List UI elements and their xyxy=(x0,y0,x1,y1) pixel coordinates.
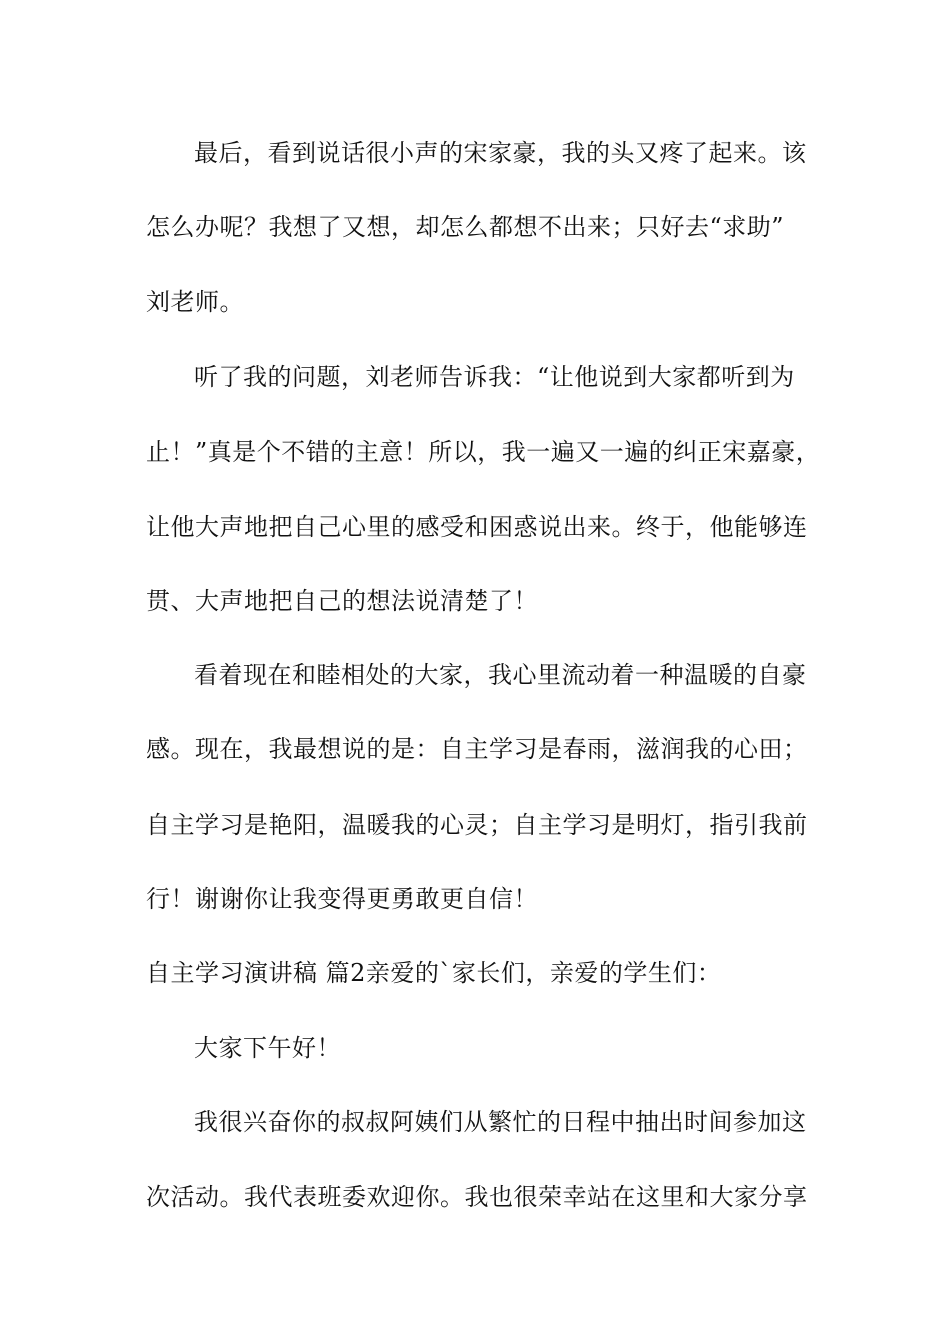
paragraph-line: 感。现在，我最想说的是：自主学习是春雨，滋润我的心田； xyxy=(146,735,808,763)
paragraph-line: 止！”真是个不错的主意！所以，我一遍又一遍的纠正宋嘉豪， xyxy=(146,438,821,466)
paragraph-line: 怎么办呢？我想了又想，却怎么都想不出来；只好去“求助” xyxy=(146,213,785,241)
paragraph-line: 贯、大声地把自己的想法说清楚了！ xyxy=(146,587,538,615)
paragraph-line: 看着现在和睦相处的大家，我心里流动着一种温暖的自豪 xyxy=(194,661,807,689)
paragraph-line: 我很兴奋你的叔叔阿姨们从繁忙的日程中抽出时间参加这 xyxy=(194,1108,807,1136)
paragraph-line: 次活动。我代表班委欢迎你。我也很荣幸站在这里和大家分享 xyxy=(146,1183,808,1211)
section-heading: 自主学习演讲稿 篇2亲爱的`家长们，亲爱的学生们： xyxy=(146,959,722,987)
paragraph-line: 自主学习是艳阳，温暖我的心灵；自主学习是明灯，指引我前 xyxy=(146,811,808,839)
paragraph-line: 听了我的问题，刘老师告诉我：“让他说到大家都听到为 xyxy=(194,363,795,391)
paragraph-line: 让他大声地把自己心里的感受和困惑说出来。终于，他能够连 xyxy=(146,513,808,541)
paragraph-line: 最后，看到说话很小声的宋家豪，我的头又疼了起来。该 xyxy=(194,139,807,167)
greeting-line: 大家下午好！ xyxy=(194,1034,341,1062)
paragraph-line: 刘老师。 xyxy=(146,288,244,316)
paragraph-line: 行！谢谢你让我变得更勇敢更自信！ xyxy=(146,885,538,913)
